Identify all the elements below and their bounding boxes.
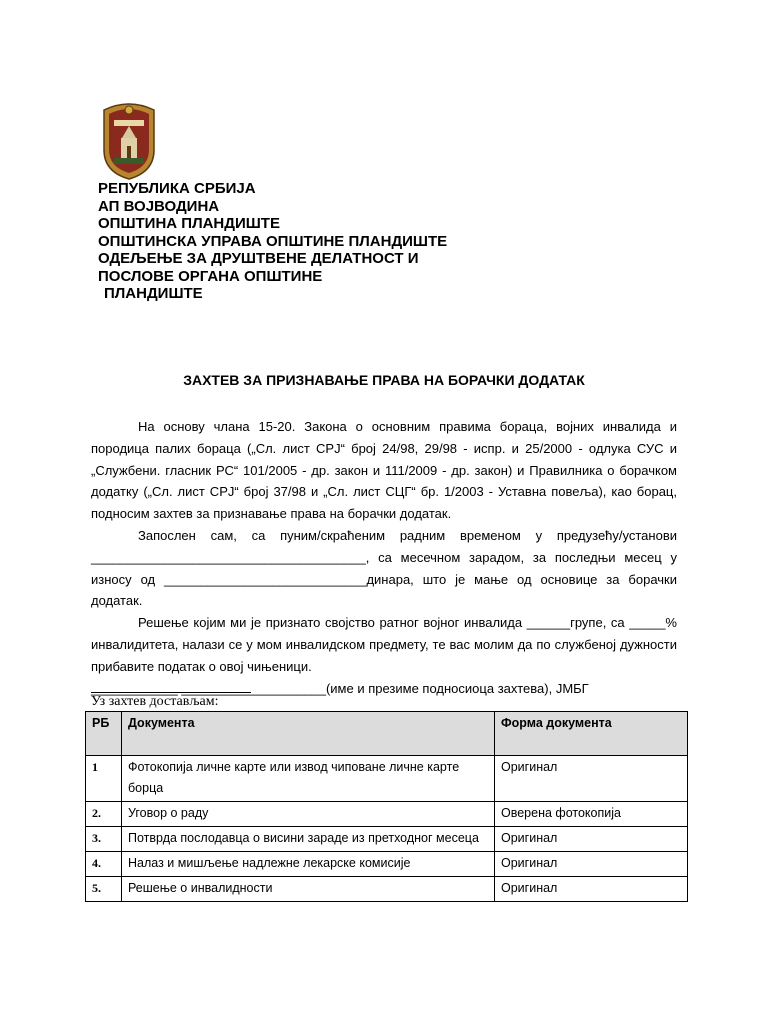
table-row xyxy=(86,877,688,902)
row-number: 3. xyxy=(86,827,122,852)
row-number: 4. xyxy=(86,852,122,877)
table-header-row xyxy=(86,712,688,756)
header-line-republic: РЕПУБЛИКА СРБИЈА xyxy=(98,180,256,197)
table-row xyxy=(86,756,688,802)
row-form: Оригинал xyxy=(495,756,688,802)
municipality-crest-icon xyxy=(100,100,158,180)
paragraph-employment: Запослен сам, са пуним/скраћеним радним временом у предузећу/установи ______________________________________, са месечном зарадом, за последњи месец у износу од ____________________________динара, што је мање од основице за борачки додатак. xyxy=(91,527,677,609)
row-document: Уговор о раду xyxy=(122,802,495,827)
row-document: Решење о инвалидности xyxy=(122,877,495,902)
row-form: Оригинал xyxy=(495,877,688,902)
attachments-label: Уз захтев достављам: xyxy=(91,692,251,710)
row-form: Оверена фотокопија xyxy=(495,802,688,827)
table-row xyxy=(86,802,688,827)
issuer-header xyxy=(98,180,447,303)
column-header-number: РБ xyxy=(86,712,122,756)
column-header-form: Форма документа xyxy=(495,712,688,756)
row-form: Оригинал xyxy=(495,827,688,852)
row-number: 5. xyxy=(86,877,122,902)
table-row xyxy=(86,852,688,877)
paragraph-legal-basis: На основу члана 15-20. Закона о основним правима бораца, војних инвалида и породица палих бораца („Сл. лист СРЈ“ број 24/98, 29/98 - испр. и 25/2000 - одлука СУС и „Службени. гласник РС“ 101/2005 - др. закон и 111/2009 - др. закон) и Правилника о борачком додатку („Сл. лист СРЈ“ број 37/98 и „Сл. лист СЦГ“ бр. 1/2003 - Уставна повеља), као борац, подносим захтев за признавање права на борачки додатак. xyxy=(91,419,677,522)
header-line-department: ОДЕЉЕЊЕ ЗА ДРУШТВЕНЕ ДЕЛАТНОСТ И xyxy=(98,250,419,267)
column-header-documents: Документа xyxy=(122,712,495,756)
documents-table xyxy=(85,711,688,902)
row-form: Оригинал xyxy=(495,852,688,877)
row-document: Потврда послодавца о висини зараде из претходног месеца xyxy=(122,827,495,852)
table-row xyxy=(86,827,688,852)
row-document: Налаз и мишљење надлежне лекарске комисије xyxy=(122,852,495,877)
header-line-municipality: ОПШТИНА ПЛАНДИШТЕ xyxy=(98,215,280,232)
request-body xyxy=(91,416,677,699)
document-title: ЗАХТЕВ ЗА ПРИЗНАВАЊЕ ПРАВА НА БОРАЧКИ ДОДАТАК xyxy=(183,372,585,388)
row-number: 1 xyxy=(86,756,122,802)
header-line-town: ПЛАНДИШТЕ xyxy=(104,285,203,302)
paragraph-disability: Решење којим ми је признато својство ратног војног инвалида ______групе, са _____% инвалидитета, налази се у мом инвалидском предмету, те вас молим да по службеној дужности прибавите податак о овој чињеници. xyxy=(91,615,677,674)
row-document: Фотокопија личне карте или извод чиповане личне карте борца xyxy=(122,756,495,802)
header-line-administration: ОПШТИНСКА УПРАВА ОПШТИНЕ ПЛАНДИШТЕ xyxy=(98,232,448,250)
header-line-province: АП ВОЈВОДИНА xyxy=(98,197,220,215)
header-line-department-cont: ПОСЛОВЕ ОРГАНА ОПШТИНЕ xyxy=(98,267,323,285)
paragraph-signature-line: ____________ ____________________(име и презиме подносиоца захтева), ЈМБГ xyxy=(91,680,589,696)
row-number: 2. xyxy=(86,802,122,827)
